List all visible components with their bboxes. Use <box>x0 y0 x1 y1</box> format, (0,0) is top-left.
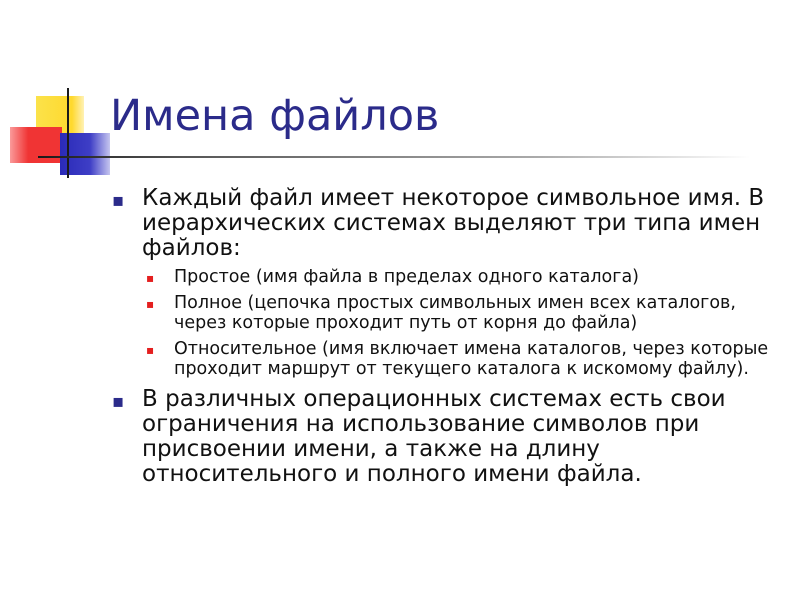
slide-title: Имена файлов <box>110 91 440 141</box>
bullet-text: В различных операционных системах есть свои ограничения на использование символов при присвоении имени, а также на длину относительного и полного имени файла. <box>142 386 726 487</box>
square-bullet-icon: ▪ <box>146 297 155 311</box>
sub-bullet-item <box>112 339 784 379</box>
square-bullet-icon: ▪ <box>146 271 155 285</box>
slide-logo <box>0 0 120 190</box>
sub-bullet-item <box>112 293 784 333</box>
bullet-item <box>112 387 784 487</box>
sub-bullet-list <box>112 267 784 379</box>
slide-content <box>112 186 784 491</box>
sub-bullet-item <box>112 267 784 287</box>
sub-bullet-text: Относительное (имя включает имена каталогов, через которые проходит маршрут от текущего каталога к искомому файлу). <box>174 339 769 379</box>
square-bullet-icon: ▪ <box>112 190 125 211</box>
sub-bullet-text: Полное (цепочка простых символьных имен всех каталогов, через которые проходит путь от корня до файла) <box>174 293 736 333</box>
bullet-text: Каждый файл имеет некоторое символьное имя. В иерархических системах выделяют три типа имен файлов: <box>142 185 765 261</box>
sub-bullet-text: Простое (имя файла в пределах одного каталога) <box>174 267 640 287</box>
title-underline <box>38 156 750 158</box>
bullet-item <box>112 186 784 261</box>
logo-vertical-line <box>67 88 69 178</box>
square-bullet-icon: ▪ <box>112 391 125 412</box>
square-bullet-icon: ▪ <box>146 343 155 357</box>
